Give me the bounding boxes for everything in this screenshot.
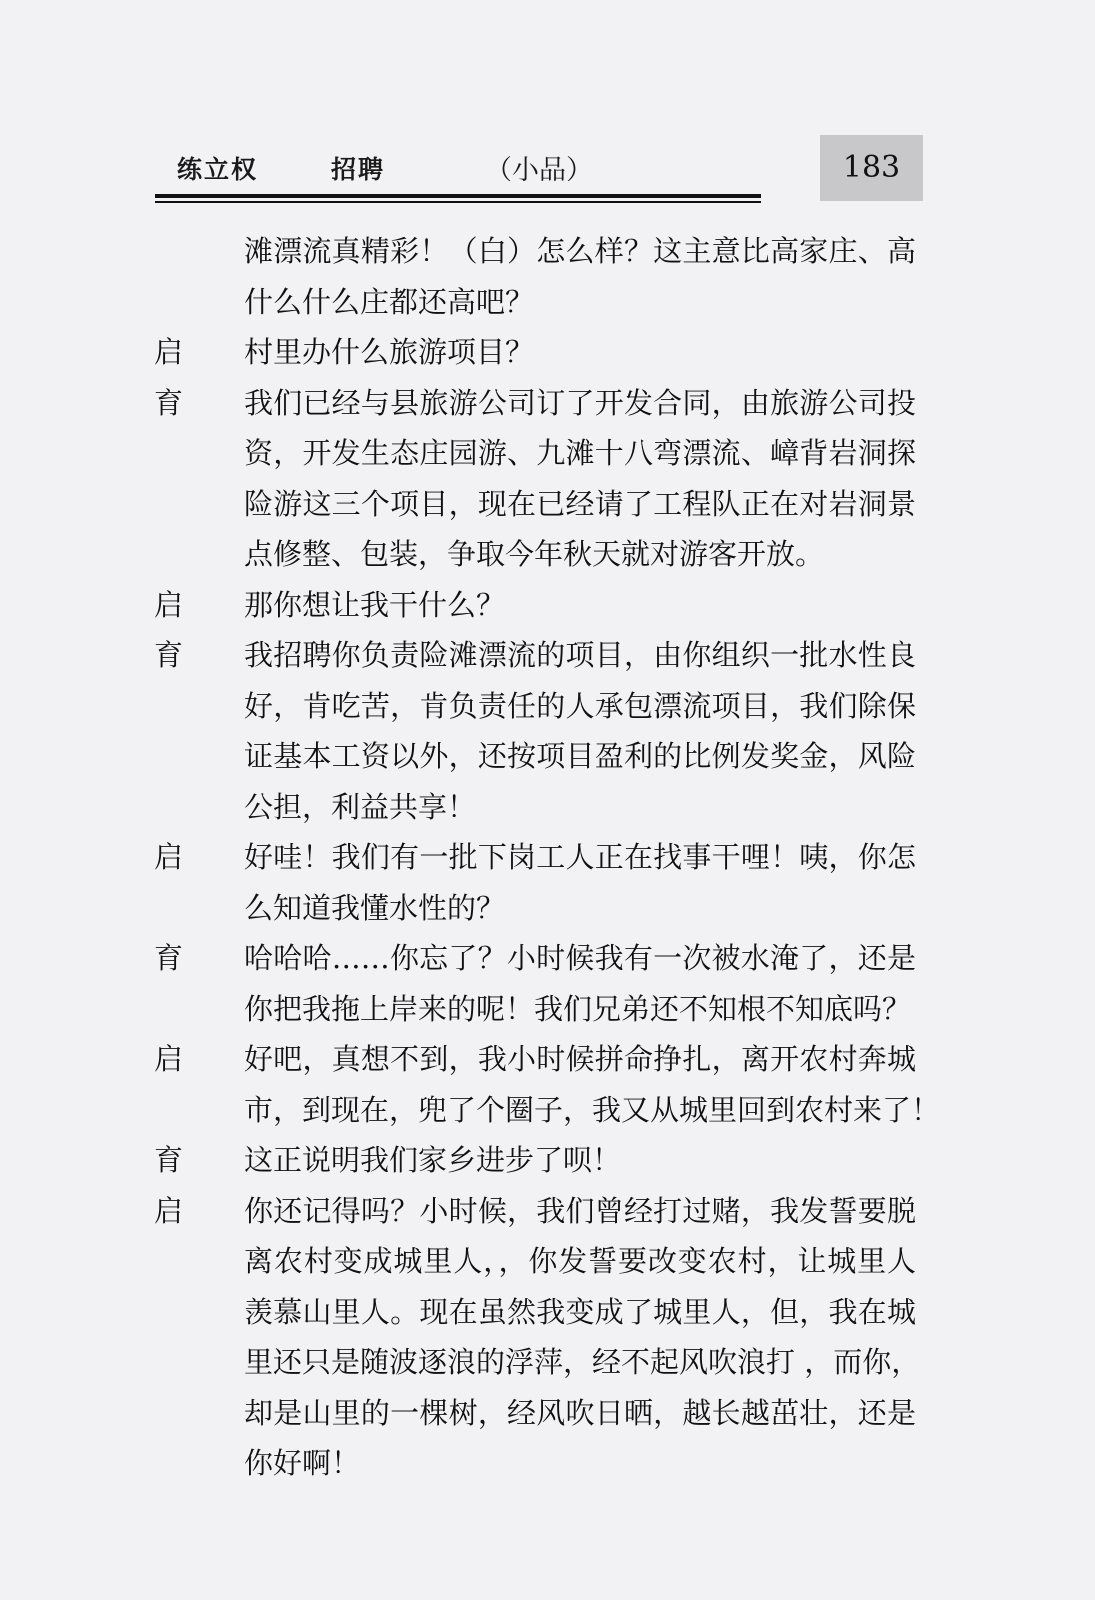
speaker-label: 启: [154, 1193, 184, 1228]
running-header: [155, 140, 925, 210]
dialogue-line: [152, 1085, 941, 1136]
speaker-label: 启: [154, 1042, 184, 1076]
dialogue-text: 那你想让我干什么？: [244, 587, 506, 622]
dialogue-text: 好吧，真想不到，我小时候拼命挣扎，离开农村奔城: [244, 1042, 916, 1076]
dialogue-line: [152, 1337, 932, 1388]
dialogue-text: 滩漂流真精彩！（白）怎么样？这主意比高家庄、高: [244, 234, 916, 268]
dialogue-line: [152, 226, 932, 277]
dialogue-line: [152, 479, 932, 530]
dialogue-line: [152, 529, 932, 580]
dialogue-text: 羡慕山里人。现在虽然我变成了城里人，但，我在城: [244, 1294, 916, 1329]
dialogue-line: [152, 1034, 932, 1085]
dialogue-line: [152, 883, 932, 934]
dialogue-line: [152, 428, 932, 479]
dialogue-text: 好，肯吃苦，肯负责任的人承包漂流项目，我们除保: [244, 688, 916, 723]
speaker-label: 启: [154, 840, 184, 874]
dialogue-text: 你把我拖上岸来的呢！我们兄弟还不知根不知底吗？: [244, 991, 912, 1026]
speaker-label: 启: [154, 335, 184, 369]
dialogue-text: 市，到现在，兜了个圈子，我又从城里回到农村来了！: [244, 1092, 941, 1127]
dialogue-line: [152, 277, 932, 328]
header-rule-thick: [155, 194, 761, 198]
header-genre: （小品）: [485, 155, 593, 186]
dialogue-line: [152, 327, 932, 378]
speaker-label: 育: [154, 385, 184, 420]
dialogue-text: 险游这三个项目，现在已经请了工程队正在对岩洞景: [244, 486, 916, 521]
dialogue-line: [152, 731, 932, 782]
dialogue-line: [152, 1135, 932, 1186]
dialogue-text: 资，开发生态庄园游、九滩十八弯漂流、嶂背岩洞探: [244, 436, 916, 470]
dialogue-text: 我招聘你负责险滩漂流的项目，由你组织一批水性良: [244, 638, 916, 672]
dialogue-text: 证基本工资以外，还按项目盈利的比例发奖金，风险: [244, 739, 916, 773]
dialogue-line: [152, 933, 932, 984]
header-author: 练立权: [177, 155, 259, 184]
dialogue-text: 点修整、包装，争取今年秋天就对游客开放。: [244, 537, 825, 571]
dialogue-line: [152, 832, 932, 883]
dialogue-text: 好哇！我们有一批下岗工人正在找事干哩！咦，你怎: [244, 840, 916, 874]
dialogue-text: 什么什么庄都还高吧？: [244, 284, 535, 319]
dialogue-line: [152, 1186, 932, 1237]
dialogue-text: 我们已经与县旅游公司订了开发合同，由旅游公司投: [244, 385, 916, 420]
dialogue-text: 这正说明我们家乡进步了呗！: [244, 1143, 622, 1177]
dialogue-line: [152, 681, 932, 732]
header-rule-thin: [155, 201, 761, 203]
speaker-label: 育: [154, 1143, 184, 1177]
dialogue-line: [152, 782, 932, 833]
dialogue-line: [152, 1287, 932, 1338]
dialogue-line: [152, 1388, 932, 1439]
dialogue-line: [152, 1236, 932, 1287]
dialogue-text: 哈哈哈……你忘了？小时候我有一次被水淹了，还是: [244, 941, 916, 975]
dialogue-line: [152, 378, 932, 429]
dialogue-text: 你好啊！: [244, 1446, 361, 1480]
speaker-label: 育: [154, 638, 184, 672]
dialogue-text: 里还只是随波逐浪的浮萍，经不起风吹浪打 ，而你，: [244, 1345, 921, 1379]
speaker-label: 育: [154, 941, 184, 975]
dialogue-text: 么知道我懂水性的？: [244, 890, 506, 925]
dialogue-line: [152, 984, 932, 1035]
speaker-label: 启: [154, 587, 184, 622]
dialogue-line: [152, 1438, 932, 1489]
dialogue-text: 你还记得吗？小时候，我们曾经打过赌，我发誓要脱: [244, 1193, 916, 1228]
script-body: [152, 226, 941, 1489]
dialogue-text: 公担，利益共享！: [244, 789, 477, 824]
dialogue-line: [152, 630, 932, 681]
dialogue-line: [152, 580, 932, 631]
page-number: 183: [842, 150, 901, 185]
page-number-box: [820, 135, 923, 201]
dialogue-text: 离农村变成城里人，，你发誓要改变农村，让城里人: [244, 1244, 916, 1278]
dialogue-text: 村里办什么旅游项目？: [244, 335, 535, 369]
dialogue-text: 却是山里的一棵树，经风吹日晒，越长越茁壮，还是: [244, 1395, 916, 1430]
header-title: 招聘: [331, 155, 386, 184]
